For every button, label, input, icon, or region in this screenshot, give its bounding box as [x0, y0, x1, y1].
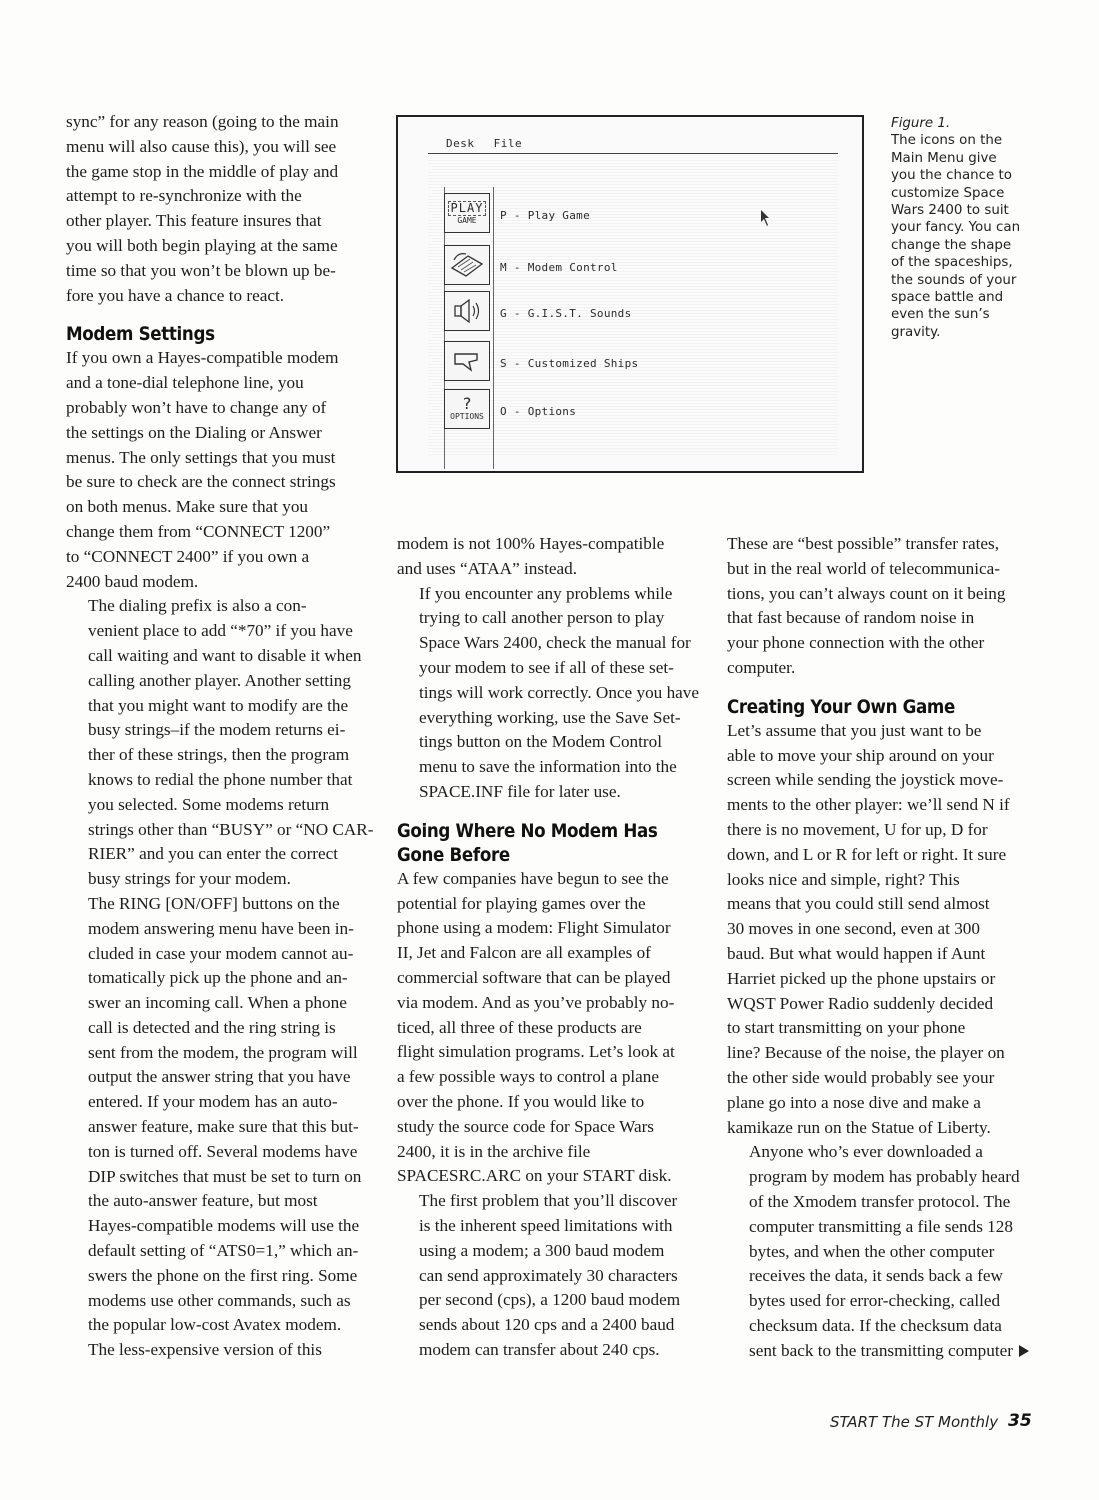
text-line: 2400 baud modem.: [66, 571, 199, 591]
text-line: default setting of “ATS0=1,” which an-: [88, 1241, 359, 1261]
text-line: gravity.: [891, 324, 941, 340]
paragraph: [397, 1189, 707, 1363]
text-line: The icons on the: [891, 133, 1003, 149]
menu-item-gist-sounds[interactable]: [444, 291, 844, 335]
text-line: study the source code for Space Wars: [397, 1116, 654, 1136]
menu-item-label: O - Options: [500, 405, 577, 418]
text-line: and uses “ATAA” instead.: [397, 558, 577, 578]
text-line: entered. If your modem has an auto-: [88, 1092, 338, 1112]
text-line: down, and L or R for left or right. It sure: [727, 844, 1007, 864]
text-line: other player. This feature insures that: [66, 211, 322, 231]
menu-bar-divider: [428, 153, 838, 154]
text-line: 30 moves in one second, even at 300: [727, 919, 980, 939]
text-line: kamikaze run on the Statue of Liberty.: [727, 1117, 991, 1137]
text-line: The first problem that you’ll discover: [419, 1191, 678, 1211]
text-line: probably won’t have to change any of: [66, 397, 327, 417]
text-line: Harriet picked up the phone upstairs or: [727, 968, 996, 988]
heading-line: Going Where No Modem Has: [397, 819, 658, 842]
text-line: venient place to add “*70” if you have: [88, 621, 353, 641]
text-line: the popular low-cost Avatex modem.: [88, 1315, 342, 1335]
text-line: your fancy. You can: [891, 220, 1021, 236]
text-line: modem can transfer about 240 cps.: [419, 1339, 660, 1359]
desktop-area: [428, 159, 838, 455]
text-line: sent back to the transmitting computer: [727, 1339, 1037, 1364]
paragraph: [397, 582, 707, 805]
text-line: call is detected and the ring string is: [88, 1017, 336, 1037]
text-line: swer an incoming call. When a phone: [88, 993, 347, 1013]
menu-item-label: P - Play Game: [500, 209, 590, 222]
text-line: menu to save the information into the: [419, 757, 677, 777]
paragraph: [397, 532, 707, 582]
text-line: These are “best possible” transfer rates,: [727, 534, 1000, 553]
caption-label: Figure 1.: [891, 116, 951, 131]
text-line: screen while sending the joystick move-: [727, 770, 1004, 790]
text-line: modems use other commands, such as: [88, 1290, 351, 1310]
text-line: Wars 2400 to suit: [891, 203, 1009, 219]
text-line: answer feature, make sure that this but-: [88, 1117, 359, 1137]
menu-item-customized-ships[interactable]: [444, 341, 844, 385]
text-line: checksum data. If the checksum data: [749, 1315, 1002, 1335]
section-heading-modem-settings: Modem Settings: [66, 323, 215, 346]
section-heading-going-where-no-modem: [397, 819, 707, 867]
text-line: calling another player. Another setting: [88, 670, 351, 690]
text-line: SPACESRC.ARC on your START disk.: [397, 1166, 672, 1186]
text-line: busy strings–if the modem returns ei-: [88, 720, 346, 740]
paragraph: [66, 594, 376, 892]
text-line: bytes used for error-checking, called: [749, 1291, 1001, 1311]
text-line: If you encounter any problems while: [419, 583, 673, 603]
modem-icon[interactable]: [444, 245, 490, 285]
figure-1-screenshot: [396, 115, 864, 473]
text-line: DIP switches that must be set to turn on: [88, 1166, 362, 1186]
text-line: Main Menu give: [891, 150, 997, 166]
text-line: II, Jet and Falcon are all examples of: [397, 943, 651, 963]
paragraph: [727, 719, 1037, 1141]
column-1: [66, 110, 376, 1363]
menu-item-label: M - Modem Control: [500, 261, 618, 274]
text-line: space battle and: [891, 290, 1004, 306]
options-icon[interactable]: ? OPTIONS: [444, 389, 490, 429]
text-line: busy strings for your modem.: [88, 869, 291, 889]
running-footer: START The ST Monthly: [830, 1413, 999, 1431]
text-line: is the inherent speed limitations with: [419, 1215, 673, 1235]
paragraph: [397, 867, 707, 1189]
text-line: your modem to see if all of these set-: [419, 657, 674, 677]
text-line: line? Because of the noise, the player on: [727, 1043, 1005, 1063]
main-menu-screen: [428, 137, 838, 453]
menu-bar: [446, 137, 534, 150]
text-line: ther of these strings, then the program: [88, 745, 350, 765]
text-line: fore you have a chance to react.: [66, 285, 285, 305]
text-line: modem answering menu have been in-: [88, 918, 354, 938]
speaker-icon[interactable]: [444, 291, 490, 331]
text-line: the settings on the Dialing or Answer: [66, 422, 322, 442]
text-line: ton is turned off. Several modems have: [88, 1141, 358, 1161]
text-line: sends about 120 cps and a 2400 baud: [419, 1315, 675, 1335]
text-line: the other side would probably see your: [727, 1067, 995, 1087]
text-line: the game stop in the middle of play and: [66, 161, 339, 181]
text-line: that you might want to modify are the: [88, 695, 349, 715]
column-3: [727, 532, 1037, 1364]
text-line: tomatically pick up the phone and an-: [88, 968, 348, 988]
text-line: The dialing prefix is also a con-: [88, 596, 307, 616]
text-line: time so that you won’t be blown up be-: [66, 260, 336, 280]
text-line: but in the real world of telecommunica-: [727, 558, 1000, 578]
text-line: able to move your ship around on your: [727, 745, 994, 765]
menu-file[interactable]: File: [493, 137, 523, 150]
text-line: modem is not 100% Hayes-compatible: [397, 534, 665, 553]
play-game-icon[interactable]: PLAY GAME: [444, 193, 490, 233]
text-line: customize Space: [891, 185, 1005, 201]
text-line: menus. The only settings that you must: [66, 447, 336, 467]
text-line: you will both begin playing at the same: [66, 235, 338, 255]
text-line: to “CONNECT 2400” if you own a: [66, 546, 310, 566]
text-line: the auto-answer feature, but most: [88, 1191, 318, 1211]
text-line: ments to the other player: we’ll send N if: [727, 795, 1010, 815]
text-line: looks nice and simple, right? This: [727, 869, 960, 889]
paragraph: [66, 346, 376, 594]
text-line: that fast because of random noise in: [727, 608, 975, 628]
text-line: strings other than “BUSY” or “NO CAR-: [88, 819, 374, 839]
paragraph: [727, 532, 1037, 681]
text-line: tings button on the Modem Control: [419, 732, 663, 752]
text-line: The less-expensive version of this: [88, 1340, 322, 1360]
text-line: to start transmitting on your phone: [727, 1018, 966, 1038]
paragraph: [66, 892, 376, 1363]
text-line: phone using a modem: Flight Simulator: [397, 918, 671, 938]
paragraph: [66, 110, 376, 308]
text-line: output the answer string that you have: [88, 1067, 351, 1087]
menu-desk[interactable]: Desk: [446, 137, 475, 150]
text-line: change the shape: [891, 237, 1012, 253]
text-line: 2400, it is in the archive file: [397, 1141, 591, 1161]
text-line: on both menus. Make sure that you: [66, 497, 309, 517]
text-line: computer.: [727, 657, 796, 677]
text-line: potential for playing games over the: [397, 893, 646, 913]
text-line: tions, you can’t always count on it being: [727, 583, 1006, 603]
text-line: flight simulation programs. Let’s look at: [397, 1042, 675, 1062]
text-line: per second (cps), a 1200 baud modem: [419, 1290, 681, 1310]
text-line: program by modem has probably heard: [749, 1167, 1020, 1187]
text-line: even the sun’s: [891, 307, 990, 323]
caption-text: [891, 132, 1031, 341]
menu-item-play-game[interactable]: [444, 193, 844, 237]
text-line: baud. But what would happen if Aunt: [727, 943, 986, 963]
text-line: change them from “CONNECT 1200”: [66, 521, 331, 541]
text-line: receives the data, it sends back a few: [749, 1266, 1003, 1286]
text-line: menu will also cause this), you will see: [66, 136, 337, 156]
text-line: sync” for any reason (going to the main: [66, 112, 339, 131]
menu-item-label: S - Customized Ships: [500, 357, 639, 370]
text-line: computer transmitting a file sends 128: [749, 1216, 1013, 1236]
text-line: swers the phone on the first ring. Some: [88, 1265, 358, 1285]
text-line: cluded in case your modem cannot au-: [88, 943, 354, 963]
text-line: call waiting and want to disable it when: [88, 645, 362, 665]
text-line: knows to redial the phone number that: [88, 769, 353, 789]
paragraph: [727, 1140, 1037, 1363]
text-line: be sure to check are the connect strings: [66, 472, 336, 492]
text-line: RIER” and you can enter the correct: [88, 844, 339, 864]
menu-item-modem-control[interactable]: [444, 245, 844, 289]
menu-item-options[interactable]: [444, 389, 844, 433]
ship-icon[interactable]: [444, 341, 490, 381]
text-line: of the Xmodem transfer protocol. The: [749, 1191, 1011, 1211]
text-line: sent from the modem, the program will: [88, 1042, 358, 1062]
text-line: The RING [ON/OFF] buttons on the: [88, 893, 340, 913]
text-line: If you own a Hayes-compatible modem: [66, 348, 339, 368]
text-line: WQST Power Radio suddenly decided: [727, 993, 994, 1013]
section-heading-creating-your-own-game: Creating Your Own Game: [727, 695, 956, 718]
text-line: you selected. Some modems return: [88, 794, 330, 814]
text-line: means that you could still send almost: [727, 894, 990, 914]
text-line: everything working, use the Save Set-: [419, 707, 681, 727]
text-line: SPACE.INF file for later use.: [419, 781, 621, 801]
text-line: bytes, and when the other computer: [749, 1241, 995, 1261]
text-line: plane go into a nose dive and make a: [727, 1092, 981, 1112]
text-line: over the phone. If you would like to: [397, 1091, 645, 1111]
text-line: attempt to re-synchronize with the: [66, 186, 302, 206]
text-line: your phone connection with the other: [727, 633, 985, 653]
text-line: you the chance to: [891, 168, 1012, 184]
text-line: using a modem; a 300 baud modem: [419, 1240, 665, 1260]
text-line: and a tone-dial telephone line, you: [66, 373, 304, 393]
column-2: [397, 532, 707, 1363]
text-line: Space Wars 2400, check the manual for: [419, 633, 691, 653]
text-line: a few possible ways to control a plane: [397, 1067, 660, 1087]
text-line: the sounds of your: [891, 272, 1017, 288]
text-line: of the spaceships,: [891, 255, 1013, 271]
continue-arrow-icon: [1019, 1345, 1029, 1357]
text-line: Hayes-compatible modems will use the: [88, 1216, 360, 1236]
text-line: A few companies have begun to see the: [397, 868, 669, 888]
figure-caption: [891, 115, 1031, 341]
text-line: there is no movement, U for up, D for: [727, 819, 988, 839]
text-line: ticed, all three of these products are: [397, 1017, 642, 1037]
heading-line: Gone Before: [397, 843, 510, 866]
menu-item-label: G - G.I.S.T. Sounds: [500, 307, 632, 320]
text-line: via modem. And as you’ve probably no-: [397, 992, 675, 1012]
text-line: commercial software that can be played: [397, 967, 671, 987]
text-line: tings will work correctly. Once you have: [419, 682, 700, 702]
text-line: Let’s assume that you just want to be: [727, 720, 982, 740]
page-number: 35: [1008, 1411, 1032, 1431]
text-line: can send approximately 30 characters: [419, 1265, 678, 1285]
text-line: trying to call another person to play: [419, 608, 665, 628]
text-line: Anyone who’s ever downloaded a: [749, 1142, 983, 1162]
